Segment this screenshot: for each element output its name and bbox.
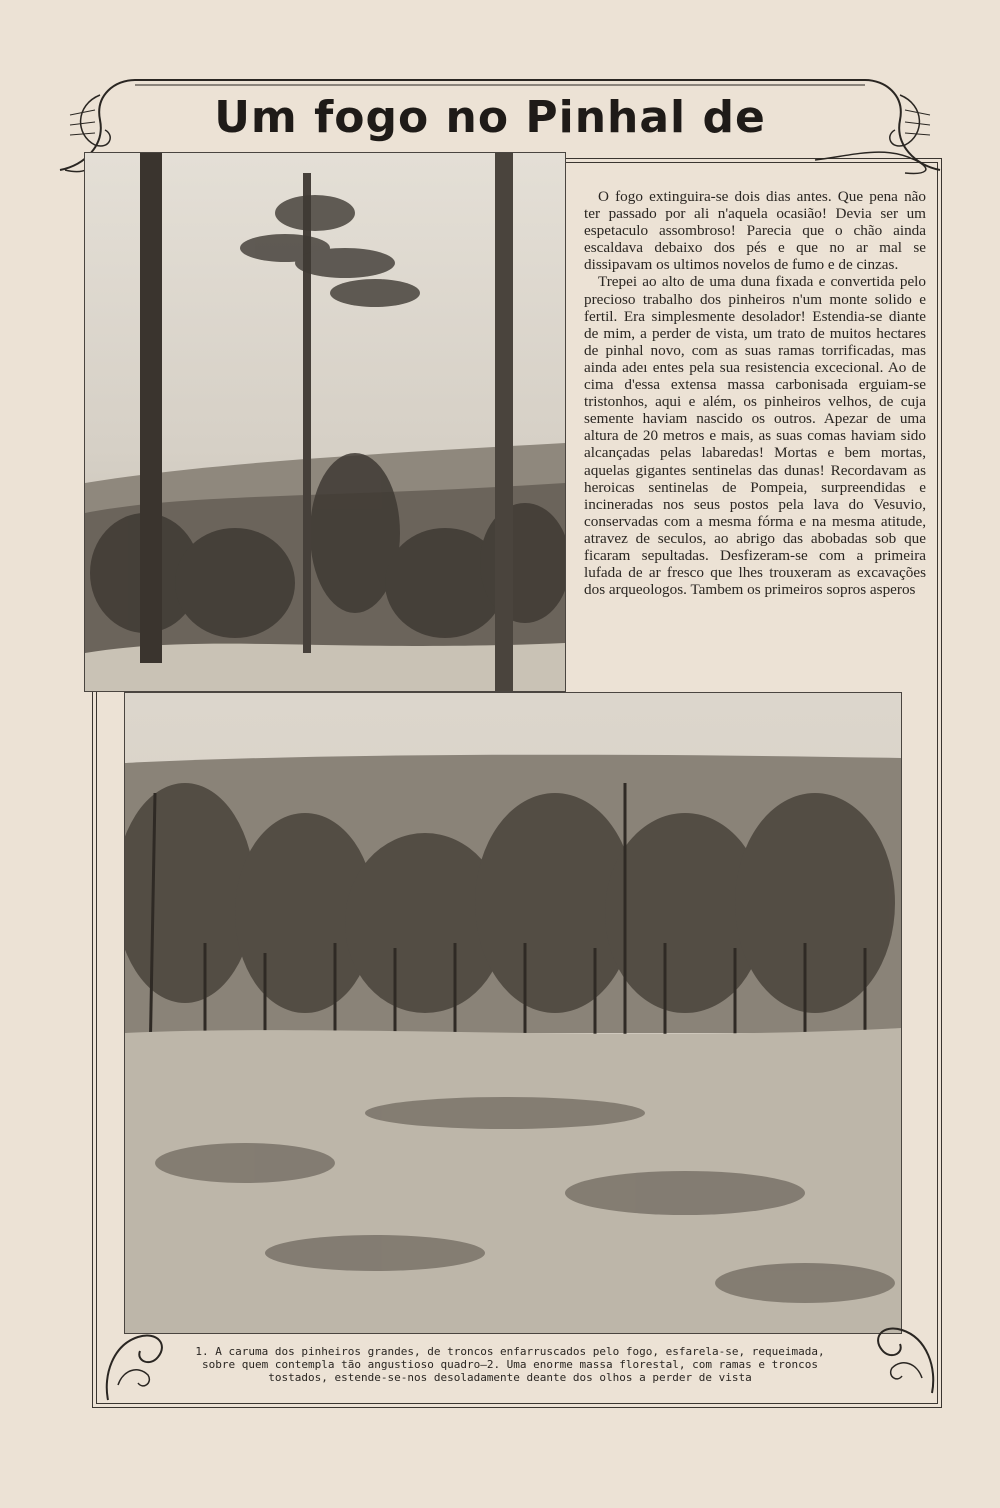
article-paragraph: Trepei ao alto de uma duna fixada e convertida pelo precioso trabalho dos pinheiros n'um monte solido e fertil. Era simplesmente desolador! Estendia-se diante de mim, a perder de vista, um trato de muitos hectares de pinhal novo, com as suas ramas torrificadas, mas ainda adeı entes pela sua resistencia excecional. Ao de cima d'essa extensa massa carbonisada erguiam-se tristonhos, aqui e além, os pinheiros velhos, de cuja semente haviam nascido os outros. Apezar de uma altura de 20 metros e mais, as suas comas haviam sido alcançadas pelas labaredas! Mortas e bem mortas, aquelas gigantes sentinelas das dunas! Recordavam as heroicas sentinelas de Pompeia, surpreendidas e incineradas nos seus postos pela lava do Vesuvio, conservadas com a mesma fórma e na mesma atitude, atravez de seculos, ao abrigo das abobadas sob que ficaram sepultadas. Desfizeram-se com a primeira lufada de ar fresco que lhes trouxeram as excavações dos arqueologos. Tambem os primeiros sopros asperos — [584, 273, 926, 599]
photo-caption: 1. A caruma dos pinheiros grandes, de troncos enfarruscados pelo fogo, esfarela-se, requeimada, sobre quem contempla tão angustioso quadro—2. Uma enorme massa florestal, com ramas e troncos tostados, estende-se-nos desoladamente deante dos olhos a perder de vista — [195, 1345, 825, 1384]
article-paragraph: O fogo extinguira-se dois dias antes. Que pena não ter passado por ali n'aquela ocasião! Devia ser um espetaculo assombroso! Parecia que o chão ainda escaldava debaixo dos pés e que no ar mal se dissipavam os ultimos novelos de fumo e de cinzas. — [584, 188, 926, 274]
photo-tall-pines — [84, 152, 566, 692]
bottom-left-ornament — [98, 1325, 178, 1405]
photo-burnt-forest — [124, 692, 902, 1334]
article-title: Um fogo no Pinhal de — [214, 92, 766, 143]
bottom-right-ornament — [862, 1318, 942, 1398]
article-body — [584, 188, 926, 668]
